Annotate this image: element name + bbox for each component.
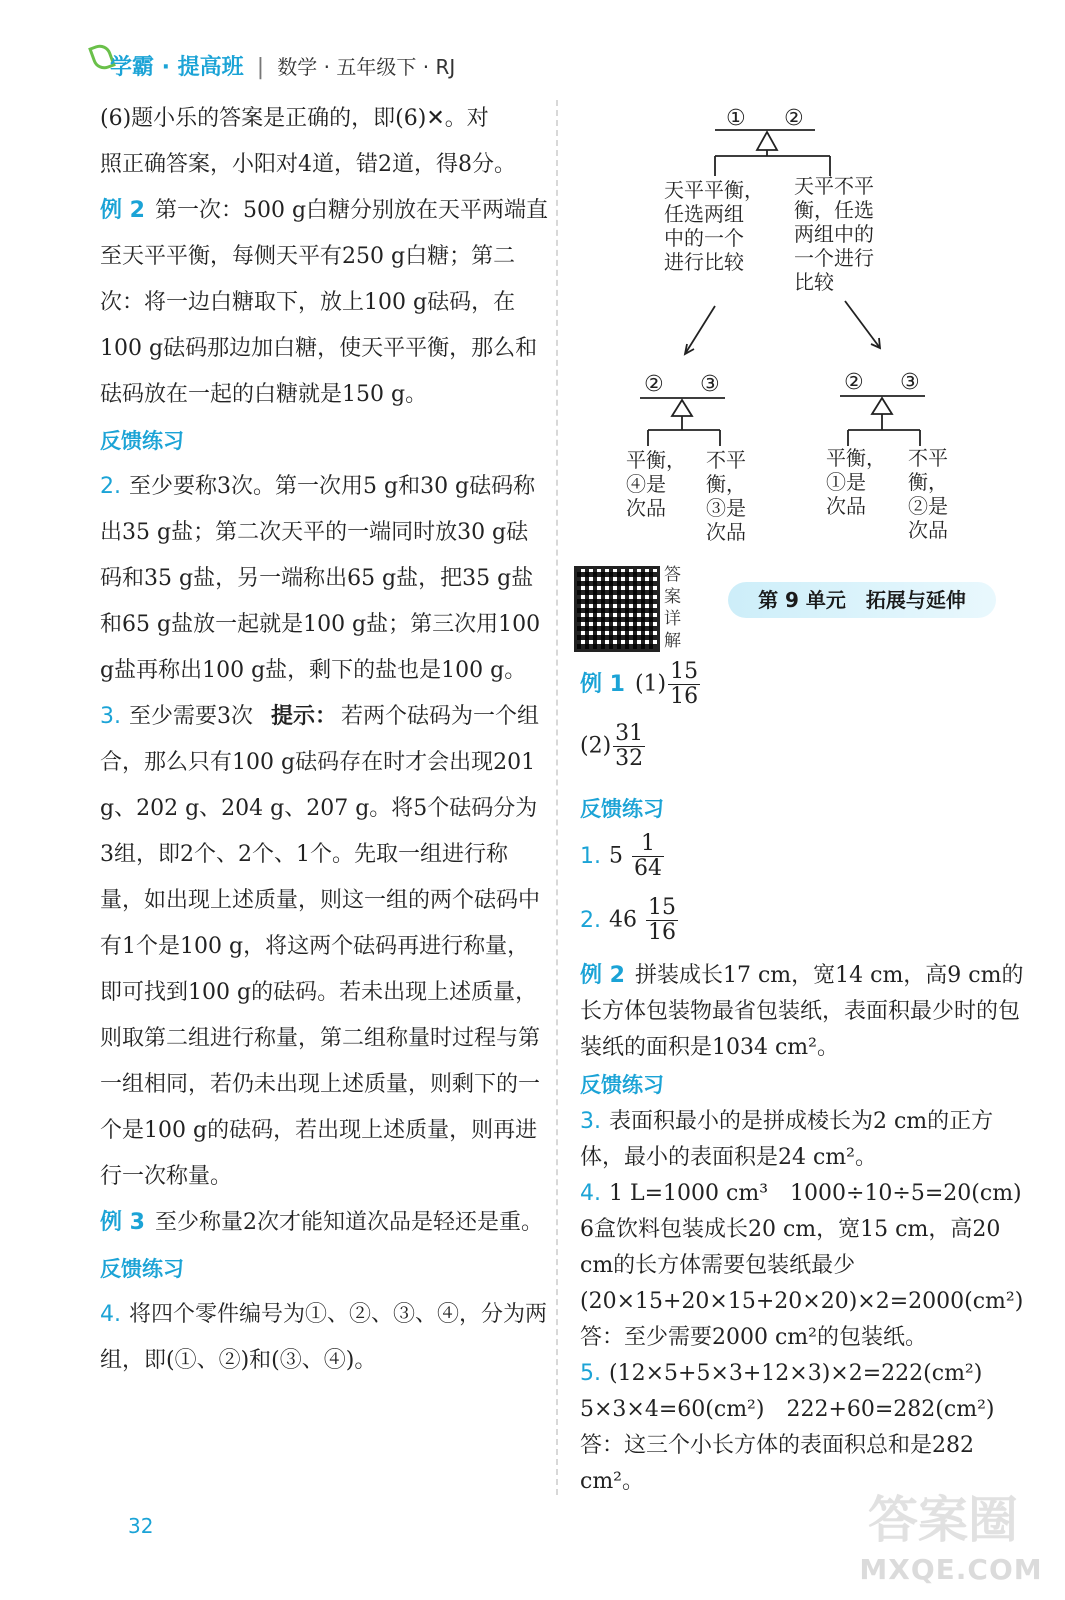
branch-right-text	[794, 174, 874, 294]
branch-right-line: 天平不平	[794, 174, 874, 198]
arrow-right	[845, 301, 880, 348]
answer-4r	[580, 1176, 1030, 1212]
page-header	[92, 50, 455, 86]
example-2r-text: 拼装成长17 cm，宽14 cm，高9 cm的长方体包装物最省包装纸，表面积最少时的包装纸的面积是1034 cm²。	[580, 963, 1024, 1060]
example-2r	[580, 958, 1030, 1066]
answer-3r-number: 3.	[580, 1109, 601, 1134]
fraction	[646, 896, 678, 945]
example-2	[100, 188, 550, 418]
answer-3r	[580, 1104, 1030, 1176]
leaf-3-line: 次品	[826, 494, 866, 518]
answer-3-number: 3.	[100, 704, 121, 729]
denominator: 32	[615, 746, 644, 772]
fraction	[668, 660, 700, 709]
example-1	[580, 660, 1030, 722]
denominator: 64	[634, 856, 662, 882]
branch-right-line: 两组中的	[794, 222, 874, 246]
answer-3	[100, 694, 550, 1200]
mid-right-item-b: ③	[900, 370, 920, 395]
answer-5r-text: (12×5+5×3+12×3)×2=222(cm²) 5×3×4=60(cm²) 222+60=282(cm²)	[580, 1361, 1005, 1422]
answer-3-text: 若两个砝码为一个组合，那么只有100 g砝码存在时才会出现201 g、202 g、204 g、207 g。将5个砝码分为3组，即2个、2个、1个。先取一组进行称量，如出现上述质量，则这一组的两个砝码中有1个是100 g，将这两个砝码再进行称量，即可找到100 g的砝码。若未出现上述质量，则取第二组进行称量，第二组称量时过程与第一组相同，若仍未出现上述质量，则剩下的一个是100 g的砝码，若出现上述质量，则再进行一次称量。	[100, 704, 541, 1189]
mid-left-item-b: ③	[700, 372, 720, 397]
feedback-heading-4: 反馈练习	[580, 1073, 664, 1097]
qr-code-icon[interactable]	[574, 566, 660, 652]
answer-5r-number: 5.	[580, 1361, 601, 1386]
answer-5r-answer: 答：这三个小长方体的表面积总和是282 cm²。	[580, 1433, 974, 1494]
leaf-4-line: 次品	[908, 518, 948, 542]
leaf-3	[826, 446, 886, 518]
answer-4-number: 4.	[100, 1302, 121, 1327]
leaf-2-line: 衡，	[706, 472, 746, 496]
answer-2-number: 2.	[100, 474, 121, 499]
answer-4r-body: 6盒饮料包装成长20 cm，宽15 cm，高20 cm的长方体需要包装纸最少 (20×15+20×15+20×20)×2=2000(cm²)	[580, 1217, 1024, 1314]
answer-4-text: 将四个零件编号为①、②、③、④，分为两组，即(①、②)和(③、④)。	[100, 1302, 548, 1373]
answer-3r-text: 表面积最小的是拼成棱长为2 cm的正方体，最小的表面积是24 cm²。	[580, 1109, 994, 1170]
answer-4	[100, 1292, 550, 1384]
watermark-site: MXQE.COM	[859, 1553, 1043, 1586]
top-item-2: ②	[784, 106, 804, 131]
example-2-text: 第一次：500 g白糖分别放在天平两端直至天平平衡，每侧天平有250 g白糖；第二次：将一边白糖取下，放上100 g砝码，在100 g砝码那边加白糖，使天平平衡，那么和砝码放在一起的白糖就是150 g。	[100, 198, 549, 407]
mixed-whole: 46	[609, 907, 637, 933]
leaf-1-line: 平衡，	[626, 448, 686, 472]
arrow-left	[685, 306, 715, 354]
answer-2-text: 至少要称3次。第一次用5 g和30 g砝码称出35 g盐；第二次天平的一端同时放30 g砝码和35 g盐，另一端称出65 g盐，把35 g盐和65 g盐放一起就是100 g盐；第三次用100 g盐再称出100 g盐，剩下的盐也是100 g。	[100, 474, 541, 683]
header-separator: |	[256, 55, 265, 80]
subject-label: 数学 · 五年级下 · RJ	[277, 55, 456, 79]
leaf-3-line: 平衡，	[826, 446, 886, 470]
example-3-label: 例 3	[100, 1210, 145, 1235]
answer-3-lead: 至少需要3次	[129, 704, 253, 729]
hint-label: 提示：	[271, 704, 338, 729]
mid-right-item-a: ②	[844, 370, 864, 395]
branch-right-line: 衡，任选	[794, 198, 874, 222]
numerator: 31	[615, 721, 644, 746]
right-column	[580, 660, 1030, 1500]
fraction	[632, 832, 664, 881]
answer-2	[100, 464, 550, 694]
leaf-4-line: ②是	[908, 494, 948, 518]
mixed-whole: 5	[609, 843, 623, 869]
leaf-2	[706, 448, 746, 544]
intro-line-2: 照正确答案，小阳对4道，错2道，得8分。	[100, 152, 516, 177]
leaf-1-line: 次品	[626, 496, 666, 520]
example-1-part1: (1)	[634, 671, 667, 697]
unit-title: 第 9 单元 拓展与延伸	[728, 582, 996, 618]
page-number: 32	[128, 1514, 154, 1538]
example-1-label: 例 1	[580, 671, 625, 697]
answer-4r-line1: 1 L=1000 cm³ 1000÷10÷5=20(cm)	[609, 1181, 1022, 1206]
branch-right-line: 一个进行	[794, 246, 874, 270]
left-balance-fulcrum	[672, 400, 692, 416]
example-3	[100, 1200, 550, 1246]
feedback-heading-2: 反馈练习	[100, 1257, 184, 1281]
numerator: 15	[648, 895, 676, 920]
example-1-part2: (2)	[580, 733, 612, 759]
leaf-2-line: 次品	[706, 520, 746, 544]
column-divider	[556, 100, 558, 1495]
leaf-1	[626, 448, 686, 520]
branch-left-text	[664, 178, 764, 274]
brand-title: 学霸 · 提高班	[110, 55, 244, 80]
answer-2r	[580, 896, 1030, 958]
branch-left-line: 进行比较	[664, 250, 744, 274]
leaf-4	[908, 446, 948, 542]
answer-5r	[580, 1356, 1030, 1428]
balance-decision-tree	[600, 96, 1040, 556]
example-2-label: 例 2	[100, 198, 145, 223]
intro-line-1: (6)题小乐的答案是正确的，即(6)✕。对	[100, 106, 489, 131]
mid-left-item-a: ②	[644, 372, 664, 397]
leaf-4-line: 衡，	[908, 470, 948, 494]
answer-1-number: 1.	[580, 843, 601, 869]
branch-left-line: 天平平衡，	[664, 178, 764, 202]
leaf-4-line: 不平	[908, 446, 948, 470]
example-2r-label: 例 2	[580, 963, 625, 988]
numerator: 1	[632, 832, 664, 857]
example-1-b	[580, 722, 1030, 786]
watermark-logo: 答案圈	[868, 1491, 1018, 1549]
feedback-heading-3: 反馈练习	[580, 797, 664, 821]
branch-left-line: 中的一个	[664, 226, 744, 250]
answer-1	[580, 832, 1030, 896]
top-item-1: ①	[726, 106, 746, 131]
right-balance-fulcrum	[872, 398, 892, 414]
answer-4r-number: 4.	[580, 1181, 601, 1206]
leaf-2-line: 不平	[706, 448, 746, 472]
branch-left-line: 任选两组	[664, 202, 744, 226]
answer-4r-answer: 答：至少需要2000 cm²的包装纸。	[580, 1325, 927, 1350]
branch-right-line: 比较	[794, 270, 834, 294]
denominator: 16	[648, 920, 676, 946]
leaf-3-line: ①是	[826, 470, 866, 494]
watermark	[856, 1476, 1046, 1586]
qr-caption: 答案详解	[664, 565, 681, 651]
answer-2r-number: 2.	[580, 907, 601, 933]
denominator: 16	[670, 684, 699, 710]
leaf-1-line: ④是	[626, 472, 666, 496]
top-balance-fulcrum	[757, 132, 777, 150]
example-3-text: 至少称量2次才能知道次品是轻还是重。	[154, 1210, 543, 1235]
feedback-heading-1: 反馈练习	[100, 429, 184, 453]
left-column	[100, 96, 550, 1384]
numerator: 15	[670, 659, 699, 684]
fraction	[613, 722, 645, 771]
leaf-2-line: ③是	[706, 496, 746, 520]
